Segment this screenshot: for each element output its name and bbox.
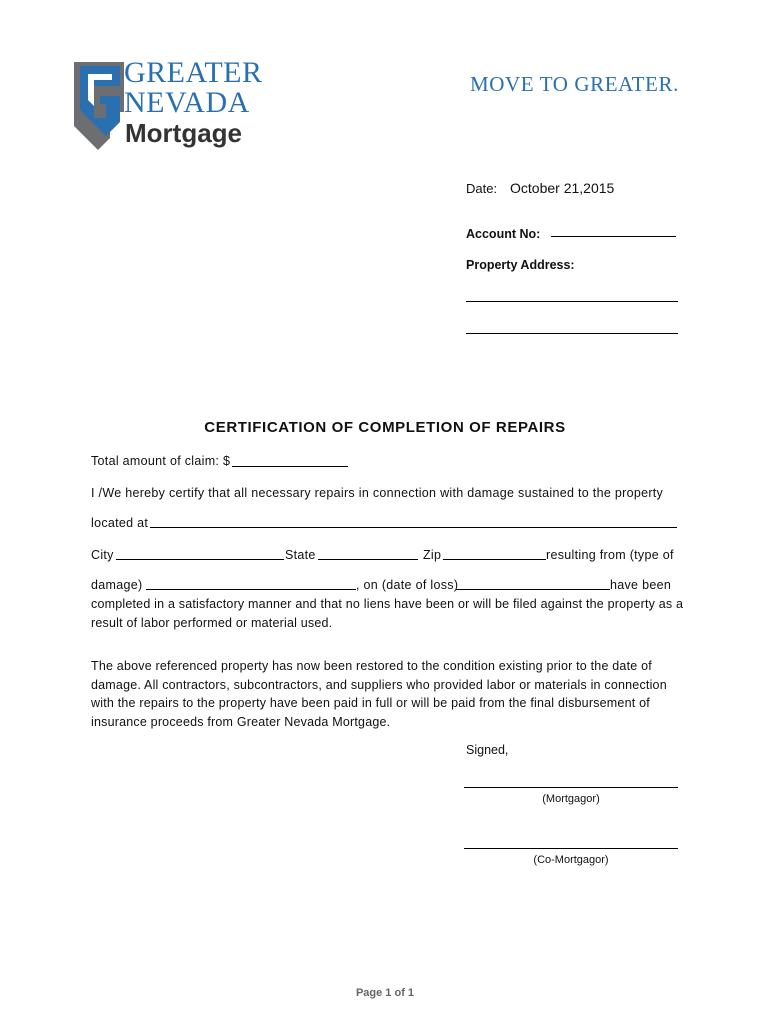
claim-amount-field[interactable] (232, 466, 348, 467)
date-label: Date: (466, 181, 498, 196)
signed-label: Signed, (466, 743, 509, 757)
have-been-label: have been (610, 578, 672, 592)
damage-label: damage) (91, 578, 143, 592)
completed-paragraph: completed in a satisfactory manner and that no liens have been or will be filed against the property as a result of labor performed or material used. (91, 597, 684, 630)
date-of-loss-label: , on (date of loss) (356, 578, 459, 592)
mortgagor-signature-line[interactable] (464, 787, 678, 788)
city-field[interactable] (116, 559, 284, 560)
state-label: State (285, 548, 316, 562)
account-label: Account No: (466, 227, 541, 241)
located-field[interactable] (150, 527, 677, 528)
state-field[interactable] (318, 559, 418, 560)
logo (0, 0, 300, 170)
logo-text-greater: GREATER (124, 56, 263, 89)
zip-field[interactable] (443, 559, 546, 560)
city-label: City (91, 548, 114, 562)
damage-type-field[interactable] (146, 589, 356, 590)
logo-mark-icon (70, 60, 128, 152)
co-mortgagor-signature-line[interactable] (464, 848, 678, 849)
page-number: Page 1 of 1 (355, 987, 415, 999)
logo-text-nevada: NEVADA (124, 86, 250, 119)
document-title: CERTIFICATION OF COMPLETION OF REPAIRS (204, 419, 566, 436)
tagline: MOVE TO GREATER. (470, 72, 679, 96)
co-mortgagor-label: (Co-Mortgagor) (533, 854, 609, 866)
claim-label: Total amount of claim: $ (91, 454, 231, 468)
mortgagor-label: (Mortgagor) (542, 793, 600, 805)
property-address-line-2[interactable] (466, 333, 678, 334)
logo-text-mortgage: Mortgage (125, 118, 242, 148)
zip-label: Zip (423, 548, 442, 562)
account-field[interactable] (551, 236, 676, 237)
resulting-label: resulting from (type of (546, 548, 674, 562)
date-of-loss-field[interactable] (456, 589, 610, 590)
property-address-label: Property Address: (466, 258, 575, 272)
property-address-line-1[interactable] (466, 301, 678, 302)
certify-text: I /We hereby certify that all necessary repairs in connection with damage sustained to the property (91, 486, 664, 500)
restored-paragraph: The above referenced property has now been restored to the condition existing prior to the date of damage. All contractors, subcontractors, and suppliers who provided labor or materials in connection with the repairs to the property have been paid in full or will be paid from the final disbursement of insurance proceeds from Greater Nevada Mortgage. (91, 659, 667, 729)
located-label: located at (91, 516, 149, 530)
date-value: October 21,2015 (510, 180, 615, 196)
